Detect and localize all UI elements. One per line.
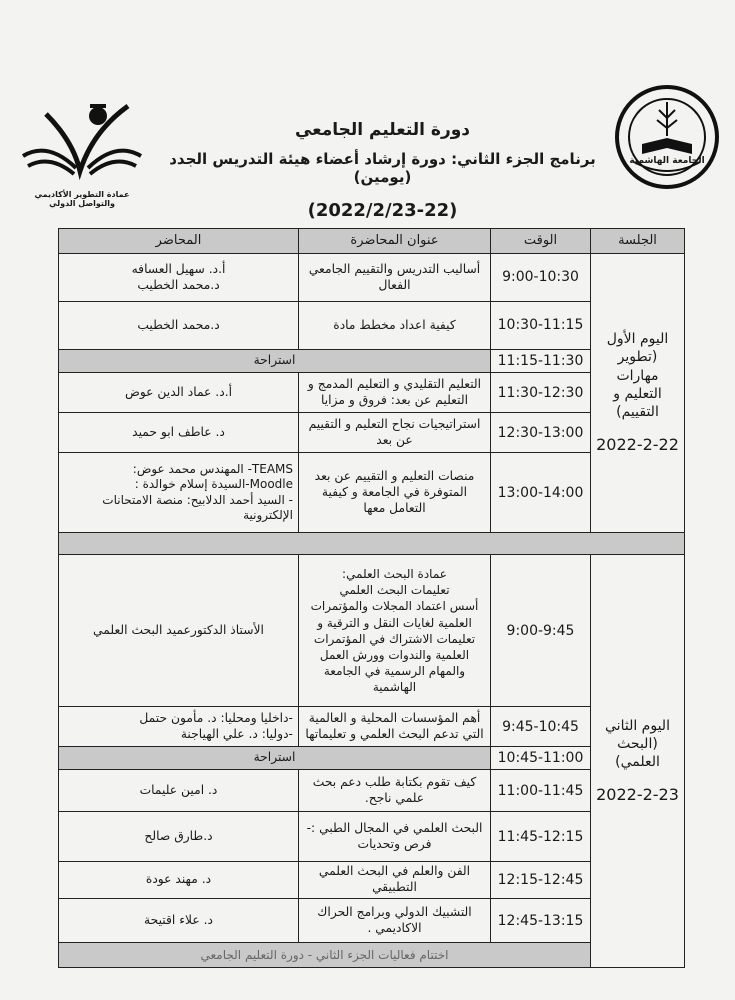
day2-name: اليوم الثاني	[605, 717, 670, 734]
header-title: عنوان المحاضرة	[299, 229, 491, 254]
day1-session	[591, 254, 685, 533]
header-time: الوقت	[491, 229, 591, 254]
break-label: استراحة	[59, 350, 491, 373]
header-session: الجلسة	[591, 229, 685, 254]
title-cell: البحث العلمي في المجال الطبي :- فرص وتحديات	[299, 812, 491, 862]
day1-date: 2022-2-22	[596, 435, 679, 455]
table-header-row	[59, 229, 685, 254]
deanship-name: عمادة التطوير الأكاديمي والتواصل الدولي	[34, 190, 130, 208]
title-cell: الفن والعلم في البحث العلمي التطبيقي	[299, 862, 491, 899]
time-cell: 11:30-12:30	[491, 373, 591, 413]
title-cell: أساليب التدريس والتقييم الجامعي الفعال	[299, 254, 491, 302]
course-title: دورة التعليم الجامعي	[294, 120, 471, 140]
table-row	[59, 254, 685, 302]
separator-row	[59, 533, 685, 555]
title-cell: استراتيجيات نجاح التعليم و التقييم عن بعد	[299, 413, 491, 453]
closing-note: اختتام فعاليات الجزء الثاني - دورة التعليم الجامعي	[59, 943, 591, 968]
university-seal	[612, 82, 722, 192]
program-subtitle: برنامج الجزء الثاني: دورة إرشاد أعضاء هيئة التدريس الجدد (يومين)	[169, 150, 596, 186]
day1-desc: (تطوير مهارات التعليم و التقييم)	[613, 349, 662, 420]
time-cell: 9:45-10:45	[491, 707, 591, 747]
time-cell: 13:00-14:00	[491, 453, 591, 533]
time-cell: 9:00-10:30	[491, 254, 591, 302]
lecturer-cell: أ.د. سهيل العسافه د.محمد الخطيب	[59, 254, 299, 302]
lecturer-cell: أ.د. عماد الدين عوض	[59, 373, 299, 413]
time-cell: 12:45-13:15	[491, 899, 591, 943]
time-cell: 12:30-13:00	[491, 413, 591, 453]
title-cell: كيفية اعداد مخطط مادة	[299, 302, 491, 350]
lecturer-cell: الأستاذ الدكتورعميد البحث العلمي	[59, 555, 299, 707]
time-cell: 11:00-11:45	[491, 770, 591, 812]
lecturer-cell: د. علاء اقتيحة	[59, 899, 299, 943]
lecturer-cell: د. امين عليمات	[59, 770, 299, 812]
lecturer-cell: د. مهند عودة	[59, 862, 299, 899]
break-label: استراحة	[59, 747, 491, 770]
time-cell: 9:00-9:45	[491, 555, 591, 707]
time-cell: 11:45-12:15	[491, 812, 591, 862]
title-cell: كيف تقوم بكتابة طلب دعم بحث علمي ناجح.	[299, 770, 491, 812]
lecturer-cell: TEAMS- المهندس محمد عوض: Moodle-السيدة إسلام خوالدة : - السيد أحمد الدلابيح: منصة الامتحانات الإلكترونية	[59, 453, 299, 533]
day2-session	[591, 555, 685, 968]
title-cell: التعليم التقليدي و التعليم المدمج و التعليم عن بعد: فروق و مزايا	[299, 373, 491, 413]
lecturer-cell: -داخليا ومحليا: د. مأمون حتمل -دوليا: د. علي الهياجنة	[59, 707, 299, 747]
header-lecturer: المحاضر	[59, 229, 299, 254]
title-cell: منصات التعليم و التقييم عن بعد المتوفرة في الجامعة و كيفية التعامل معها	[299, 453, 491, 533]
title-cell: التشبيك الدولي وبرامج الحراك الاكاديمي .	[299, 899, 491, 943]
day1-name: اليوم الأول	[606, 331, 669, 348]
day-separator	[59, 533, 685, 555]
time-cell: 12:15-12:45	[491, 862, 591, 899]
course-dates: (2022/2/23-22)	[307, 200, 458, 221]
time-cell: 11:15-11:30	[491, 350, 591, 373]
schedule-table	[58, 228, 685, 968]
day2-desc: (البحث العلمي)	[615, 735, 660, 770]
title-cell: أهم المؤسسات المحلية و العالمية التي تدعم البحث العلمي و تعليماتها	[299, 707, 491, 747]
day2-date: 2022-2-23	[596, 785, 679, 805]
lecturer-cell: د. عاطف ابو حميد	[59, 413, 299, 453]
time-cell: 10:30-11:15	[491, 302, 591, 350]
lecturer-cell: د.محمد الخطيب	[59, 302, 299, 350]
lecturer-cell: د.طارق صالح	[59, 812, 299, 862]
title-cell: عمادة البحث العلمي: تعليمات البحث العلمي أسس اعتماد المجلات والمؤتمرات العلمية لغايات النقل و الترقية و تعليمات الاشتراك في المؤتمرات العلمية والندوات وورش العمل والمهام الرسمية في الجامعة الهاشمية	[299, 555, 491, 707]
university-seal-name: الجامعة الهاشمية	[629, 156, 705, 166]
page-header	[150, 120, 615, 221]
deanship-logo	[18, 86, 146, 206]
time-cell: 10:45-11:00	[491, 747, 591, 770]
table-row	[59, 555, 685, 707]
